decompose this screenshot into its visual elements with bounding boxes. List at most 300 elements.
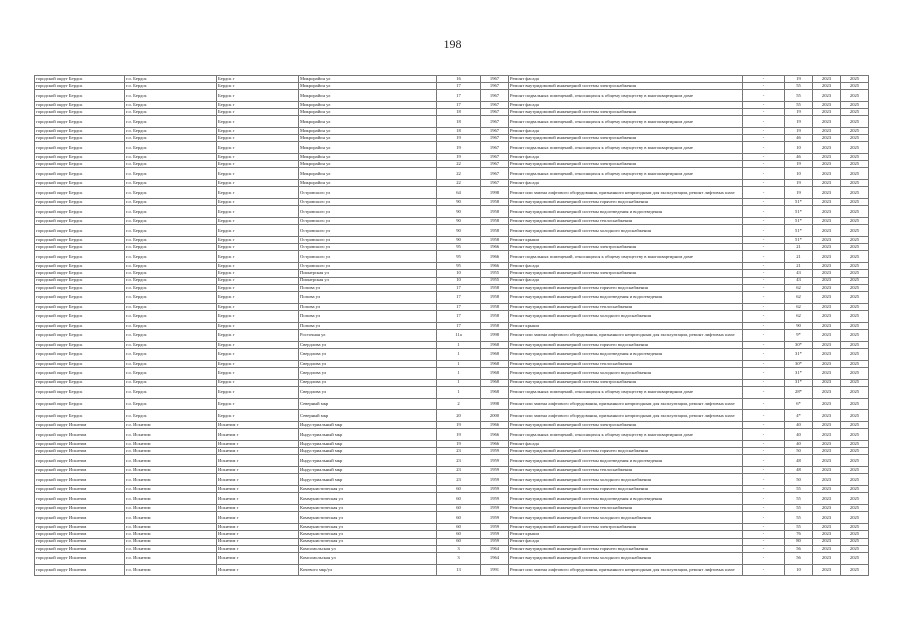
start-year-cell: 2023 [813,545,841,552]
table-row [35,505,869,512]
house-cell: 19 [437,441,481,448]
dash-cell: - [743,367,785,379]
house-cell: 22 [437,180,481,187]
municipality-cell: городской округ Искитим [35,545,125,552]
locality-cell: Бердск г [217,218,299,225]
district-cell: г.о. Искитим [125,448,217,455]
end-year-cell: 2025 [841,291,869,303]
start-year-cell: 2023 [813,102,841,109]
house-cell: 90 [437,225,481,237]
street-cell: Пионерская ул [299,270,437,277]
end-year-cell: 2025 [841,467,869,474]
end-year-cell: 2025 [841,422,869,429]
priority-cell: 62 [785,303,813,310]
table-row [35,244,869,251]
work-type-cell: Ремонт фасада [509,102,743,109]
house-cell: 1 [437,386,481,398]
district-cell: г.о. Бердск [125,360,217,367]
street-cell: Свердлова ул [299,386,437,398]
locality-cell: Бердск г [217,270,299,277]
work-type-cell: Ремонт крыши [509,322,743,329]
street-cell: Островского ул [299,187,437,199]
dash-cell: - [743,102,785,109]
table-row [35,76,869,83]
end-year-cell: 2025 [841,310,869,322]
end-year-cell: 2025 [841,512,869,524]
locality-cell: Бердск г [217,367,299,379]
locality-cell: Бердск г [217,329,299,341]
dash-cell: - [743,161,785,168]
priority-cell: 55 [785,493,813,505]
district-cell: г.о. Искитим [125,505,217,512]
start-year-cell: 2023 [813,244,841,251]
work-type-cell: Ремонт внутридомовой инженерной системы теплоснабжения [509,467,743,474]
house-cell: 13 [437,564,481,576]
house-cell: 17 [437,90,481,102]
priority-cell: 51* [785,218,813,225]
year-cell: 1958 [481,206,509,218]
house-cell: 17 [437,102,481,109]
table-row [35,341,869,348]
end-year-cell: 2025 [841,237,869,244]
work-type-cell: Ремонт внутридомовой инженерной системы водоотведения и водоотведения [509,455,743,467]
dash-cell: - [743,512,785,524]
locality-cell: Бердск г [217,180,299,187]
locality-cell: Искитим г [217,564,299,576]
table-row [35,161,869,168]
start-year-cell: 2023 [813,154,841,161]
end-year-cell: 2025 [841,448,869,455]
table-row [35,379,869,386]
street-cell: Индустриальный мкр [299,441,437,448]
end-year-cell: 2025 [841,386,869,398]
end-year-cell: 2025 [841,379,869,386]
municipality-cell: городской округ Искитим [35,486,125,493]
street-cell: Островского ул [299,206,437,218]
dash-cell: - [743,154,785,161]
street-cell: Островского ул [299,244,437,251]
table-row [35,135,869,142]
dash-cell: - [743,441,785,448]
work-type-cell: Ремонт внутридомовой инженерной системы водоотведения и водоотведения [509,348,743,360]
start-year-cell: 2023 [813,429,841,441]
street-cell: Свердлова ул [299,341,437,348]
year-cell: 1964 [481,545,509,552]
district-cell: г.о. Бердск [125,187,217,199]
work-type-cell: Ремонт фасада [509,76,743,83]
locality-cell: Искитим г [217,552,299,564]
start-year-cell: 2023 [813,329,841,341]
dash-cell: - [743,225,785,237]
priority-cell: 19 [785,161,813,168]
work-type-cell: Ремонт внутридомовой инженерной системы электроснабжения [509,524,743,531]
table-row [35,218,869,225]
start-year-cell: 2023 [813,493,841,505]
priority-cell: 43 [785,270,813,277]
municipality-cell: городской округ Бердск [35,329,125,341]
street-cell: Островского ул [299,218,437,225]
priority-cell: 90 [785,322,813,329]
house-cell: 60 [437,538,481,545]
house-cell: 17 [437,284,481,291]
start-year-cell: 2023 [813,142,841,154]
dash-cell: - [743,263,785,270]
dash-cell: - [743,277,785,284]
end-year-cell: 2025 [841,341,869,348]
locality-cell: Бердск г [217,284,299,291]
end-year-cell: 2025 [841,398,869,410]
end-year-cell: 2025 [841,187,869,199]
table-row [35,367,869,379]
locality-cell: Искитим г [217,441,299,448]
house-cell: 16 [437,76,481,83]
table-row [35,486,869,493]
district-cell: г.о. Бердск [125,270,217,277]
work-type-cell: Ремонт внутридомовой инженерной системы водоотведения и водоотведения [509,206,743,218]
district-cell: г.о. Бердск [125,341,217,348]
start-year-cell: 2023 [813,291,841,303]
work-type-cell: Ремонт или замена лифтового оборудования, признанного непригодным для эксплуатации, ремонт лифтовых шахт [509,187,743,199]
year-cell: 1968 [481,379,509,386]
end-year-cell: 2025 [841,429,869,441]
district-cell: г.о. Бердск [125,90,217,102]
street-cell: Коммунистическая ул [299,512,437,524]
municipality-cell: городской округ Искитим [35,552,125,564]
street-cell: Пионерская ул [299,277,437,284]
municipality-cell: городской округ Бердск [35,161,125,168]
dash-cell: - [743,206,785,218]
year-cell: 1967 [481,90,509,102]
municipality-cell: городской округ Бердск [35,341,125,348]
table-row [35,441,869,448]
district-cell: г.о. Искитим [125,531,217,538]
municipality-cell: городской округ Бердск [35,310,125,322]
table-row [35,524,869,531]
table-row [35,168,869,180]
house-cell: 10 [437,270,481,277]
table-row [35,410,869,422]
dash-cell: - [743,360,785,367]
district-cell: г.о. Бердск [125,206,217,218]
start-year-cell: 2023 [813,237,841,244]
house-cell: 60 [437,531,481,538]
priority-cell: 56 [785,545,813,552]
start-year-cell: 2023 [813,379,841,386]
start-year-cell: 2023 [813,277,841,284]
priority-cell: 30* [785,360,813,367]
locality-cell: Бердск г [217,263,299,270]
district-cell: г.о. Бердск [125,225,217,237]
house-cell: 18 [437,109,481,116]
house-cell: 19 [437,429,481,441]
house-cell: 95 [437,251,481,263]
priority-cell: 10 [785,142,813,154]
work-type-cell: Ремонт внутридомовой инженерной системы теплоснабжения [509,505,743,512]
end-year-cell: 2025 [841,142,869,154]
dash-cell: - [743,448,785,455]
dash-cell: - [743,467,785,474]
municipality-cell: городской округ Искитим [35,429,125,441]
house-cell: 90 [437,199,481,206]
end-year-cell: 2025 [841,154,869,161]
year-cell: 1967 [481,142,509,154]
table-body [35,76,869,576]
end-year-cell: 2025 [841,329,869,341]
year-cell: 1959 [481,531,509,538]
street-cell: Коммунистическая ул [299,505,437,512]
street-cell: Микрорайон ул [299,128,437,135]
table-row [35,552,869,564]
priority-cell: 21 [785,263,813,270]
end-year-cell: 2025 [841,244,869,251]
dash-cell: - [743,379,785,386]
municipality-cell: городской округ Искитим [35,422,125,429]
locality-cell: Бердск г [217,244,299,251]
start-year-cell: 2023 [813,386,841,398]
municipality-cell: городской округ Бердск [35,154,125,161]
municipality-cell: городской округ Бердск [35,180,125,187]
district-cell: г.о. Искитим [125,474,217,486]
dash-cell: - [743,429,785,441]
dash-cell: - [743,291,785,303]
house-cell: 64 [437,187,481,199]
start-year-cell: 2023 [813,474,841,486]
priority-cell: 19 [785,128,813,135]
year-cell: 1968 [481,367,509,379]
house-cell: 3 [437,552,481,564]
start-year-cell: 2023 [813,322,841,329]
municipality-cell: городской округ Бердск [35,199,125,206]
start-year-cell: 2023 [813,270,841,277]
locality-cell: Искитим г [217,531,299,538]
municipality-cell: городской округ Искитим [35,538,125,545]
year-cell: 2000 [481,410,509,422]
table-row [35,180,869,187]
work-type-cell: Ремонт внутридомовой инженерной системы холодного водоснабжения [509,225,743,237]
dash-cell: - [743,199,785,206]
end-year-cell: 2025 [841,348,869,360]
work-type-cell: Ремонт внутридомовой инженерной системы холодного водоснабжения [509,512,743,524]
house-cell: 90 [437,206,481,218]
work-type-cell: Ремонт внутридомовой инженерной системы горячего водоснабжения [509,545,743,552]
work-type-cell: Ремонт внутридомовой инженерной системы электроснабжения [509,109,743,116]
priority-cell: 6* [785,398,813,410]
street-cell: Микрорайон ул [299,76,437,83]
dash-cell: - [743,493,785,505]
dash-cell: - [743,322,785,329]
locality-cell: Бердск г [217,225,299,237]
start-year-cell: 2023 [813,441,841,448]
priority-cell: 19 [785,180,813,187]
house-cell: 22 [437,161,481,168]
work-type-cell: Ремонт крыши [509,237,743,244]
locality-cell: Бердск г [217,341,299,348]
table-row [35,128,869,135]
table-row [35,237,869,244]
work-type-cell: Ремонт внутридомовой инженерной системы горячего водоснабжения [509,486,743,493]
priority-cell: 10 [785,564,813,576]
work-type-cell: Ремонт внутридомовой инженерной системы горячего водоснабжения [509,284,743,291]
dash-cell: - [743,168,785,180]
municipality-cell: городской округ Искитим [35,564,125,576]
district-cell: г.о. Бердск [125,379,217,386]
house-cell: 19 [437,135,481,142]
work-type-cell: Ремонт внутридомовой инженерной системы теплоснабжения [509,303,743,310]
end-year-cell: 2025 [841,225,869,237]
street-cell: Микрорайон ул [299,90,437,102]
house-cell: 90 [437,237,481,244]
municipality-cell: городской округ Искитим [35,512,125,524]
end-year-cell: 2025 [841,135,869,142]
table-row [35,102,869,109]
street-cell: Микрорайон ул [299,161,437,168]
start-year-cell: 2023 [813,284,841,291]
table-row [35,386,869,398]
start-year-cell: 2023 [813,524,841,531]
year-cell: 1967 [481,135,509,142]
district-cell: г.о. Искитим [125,486,217,493]
dash-cell: - [743,83,785,90]
table-row [35,455,869,467]
street-cell: Островского ул [299,225,437,237]
dash-cell: - [743,270,785,277]
work-type-cell: Ремонт фасада [509,180,743,187]
municipality-cell: городской округ Бердск [35,109,125,116]
dash-cell: - [743,116,785,128]
locality-cell: Бердск г [217,142,299,154]
street-cell: Индустриальный мкр [299,474,437,486]
municipality-cell: городской округ Искитим [35,505,125,512]
municipality-cell: городской округ Бердск [35,367,125,379]
dash-cell: - [743,303,785,310]
house-cell: 60 [437,493,481,505]
municipality-cell: городской округ Бердск [35,76,125,83]
house-cell: 23 [437,474,481,486]
municipality-cell: городской округ Бердск [35,244,125,251]
table-row [35,83,869,90]
priority-cell: 21 [785,244,813,251]
start-year-cell: 2023 [813,531,841,538]
locality-cell: Бердск г [217,251,299,263]
locality-cell: Бердск г [217,291,299,303]
dash-cell: - [743,218,785,225]
start-year-cell: 2023 [813,505,841,512]
dash-cell: - [743,474,785,486]
end-year-cell: 2025 [841,455,869,467]
dash-cell: - [743,531,785,538]
priority-cell: 55 [785,83,813,90]
street-cell: Островского ул [299,237,437,244]
year-cell: 1967 [481,109,509,116]
district-cell: г.о. Искитим [125,545,217,552]
end-year-cell: 2025 [841,263,869,270]
locality-cell: Искитим г [217,486,299,493]
table-row [35,564,869,576]
house-cell: 3 [437,545,481,552]
year-cell: 1967 [481,154,509,161]
work-type-cell: Ремонт внутридомовой инженерной системы электроснабжения [509,83,743,90]
end-year-cell: 2025 [841,180,869,187]
end-year-cell: 2025 [841,303,869,310]
end-year-cell: 2025 [841,486,869,493]
priority-cell: 40 [785,441,813,448]
house-cell: 17 [437,322,481,329]
year-cell: 1967 [481,76,509,83]
district-cell: г.о. Бердск [125,386,217,398]
year-cell: 1967 [481,161,509,168]
house-cell: 23 [437,467,481,474]
table-row [35,90,869,102]
street-cell: Свердлова ул [299,367,437,379]
district-cell: г.о. Бердск [125,116,217,128]
end-year-cell: 2025 [841,206,869,218]
dash-cell: - [743,76,785,83]
street-cell: Индустриальный мкр [299,448,437,455]
end-year-cell: 2025 [841,360,869,367]
dash-cell: - [743,135,785,142]
page-number: 198 [443,37,462,51]
start-year-cell: 2023 [813,225,841,237]
locality-cell: Искитим г [217,455,299,467]
start-year-cell: 2023 [813,135,841,142]
municipality-cell: городской округ Бердск [35,168,125,180]
house-cell: 17 [437,83,481,90]
end-year-cell: 2025 [841,277,869,284]
house-cell: 20 [437,410,481,422]
house-cell: 18 [437,128,481,135]
street-cell: Кочевого мкр/ул [299,564,437,576]
end-year-cell: 2025 [841,505,869,512]
end-year-cell: 2025 [841,322,869,329]
table-row [35,398,869,410]
house-cell: 17 [437,291,481,303]
start-year-cell: 2023 [813,128,841,135]
street-cell: Северный мкр [299,398,437,410]
priority-cell: 19 [785,109,813,116]
dash-cell: - [743,486,785,493]
table-row [35,531,869,538]
work-type-cell: Ремонт подвальных помещений, относящихся к общему имуществу в многоквартирном доме [509,251,743,263]
district-cell: г.о. Бердск [125,142,217,154]
work-type-cell: Ремонт фасада [509,154,743,161]
priority-cell: 55 [785,512,813,524]
table-row [35,187,869,199]
year-cell: 1958 [481,291,509,303]
district-cell: г.о. Бердск [125,410,217,422]
work-type-cell: Ремонт внутридомовой инженерной системы электроснабжения [509,244,743,251]
municipality-cell: городской округ Бердск [35,187,125,199]
year-cell: 1998 [481,398,509,410]
street-cell: Коммунистическая ул [299,493,437,505]
district-cell: г.о. Бердск [125,291,217,303]
locality-cell: Бердск г [217,116,299,128]
table-row [35,348,869,360]
locality-cell: Бердск г [217,90,299,102]
district-cell: г.о. Бердск [125,154,217,161]
priority-cell: 51* [785,237,813,244]
priority-cell: 31* [785,367,813,379]
table-row [35,493,869,505]
district-cell: г.о. Бердск [125,263,217,270]
locality-cell: Бердск г [217,410,299,422]
street-cell: Свердлова ул [299,348,437,360]
table-row [35,474,869,486]
street-cell: Микрорайон ул [299,116,437,128]
start-year-cell: 2023 [813,448,841,455]
dash-cell: - [743,505,785,512]
year-cell: 1958 [481,322,509,329]
street-cell: Комсомольская ул [299,545,437,552]
